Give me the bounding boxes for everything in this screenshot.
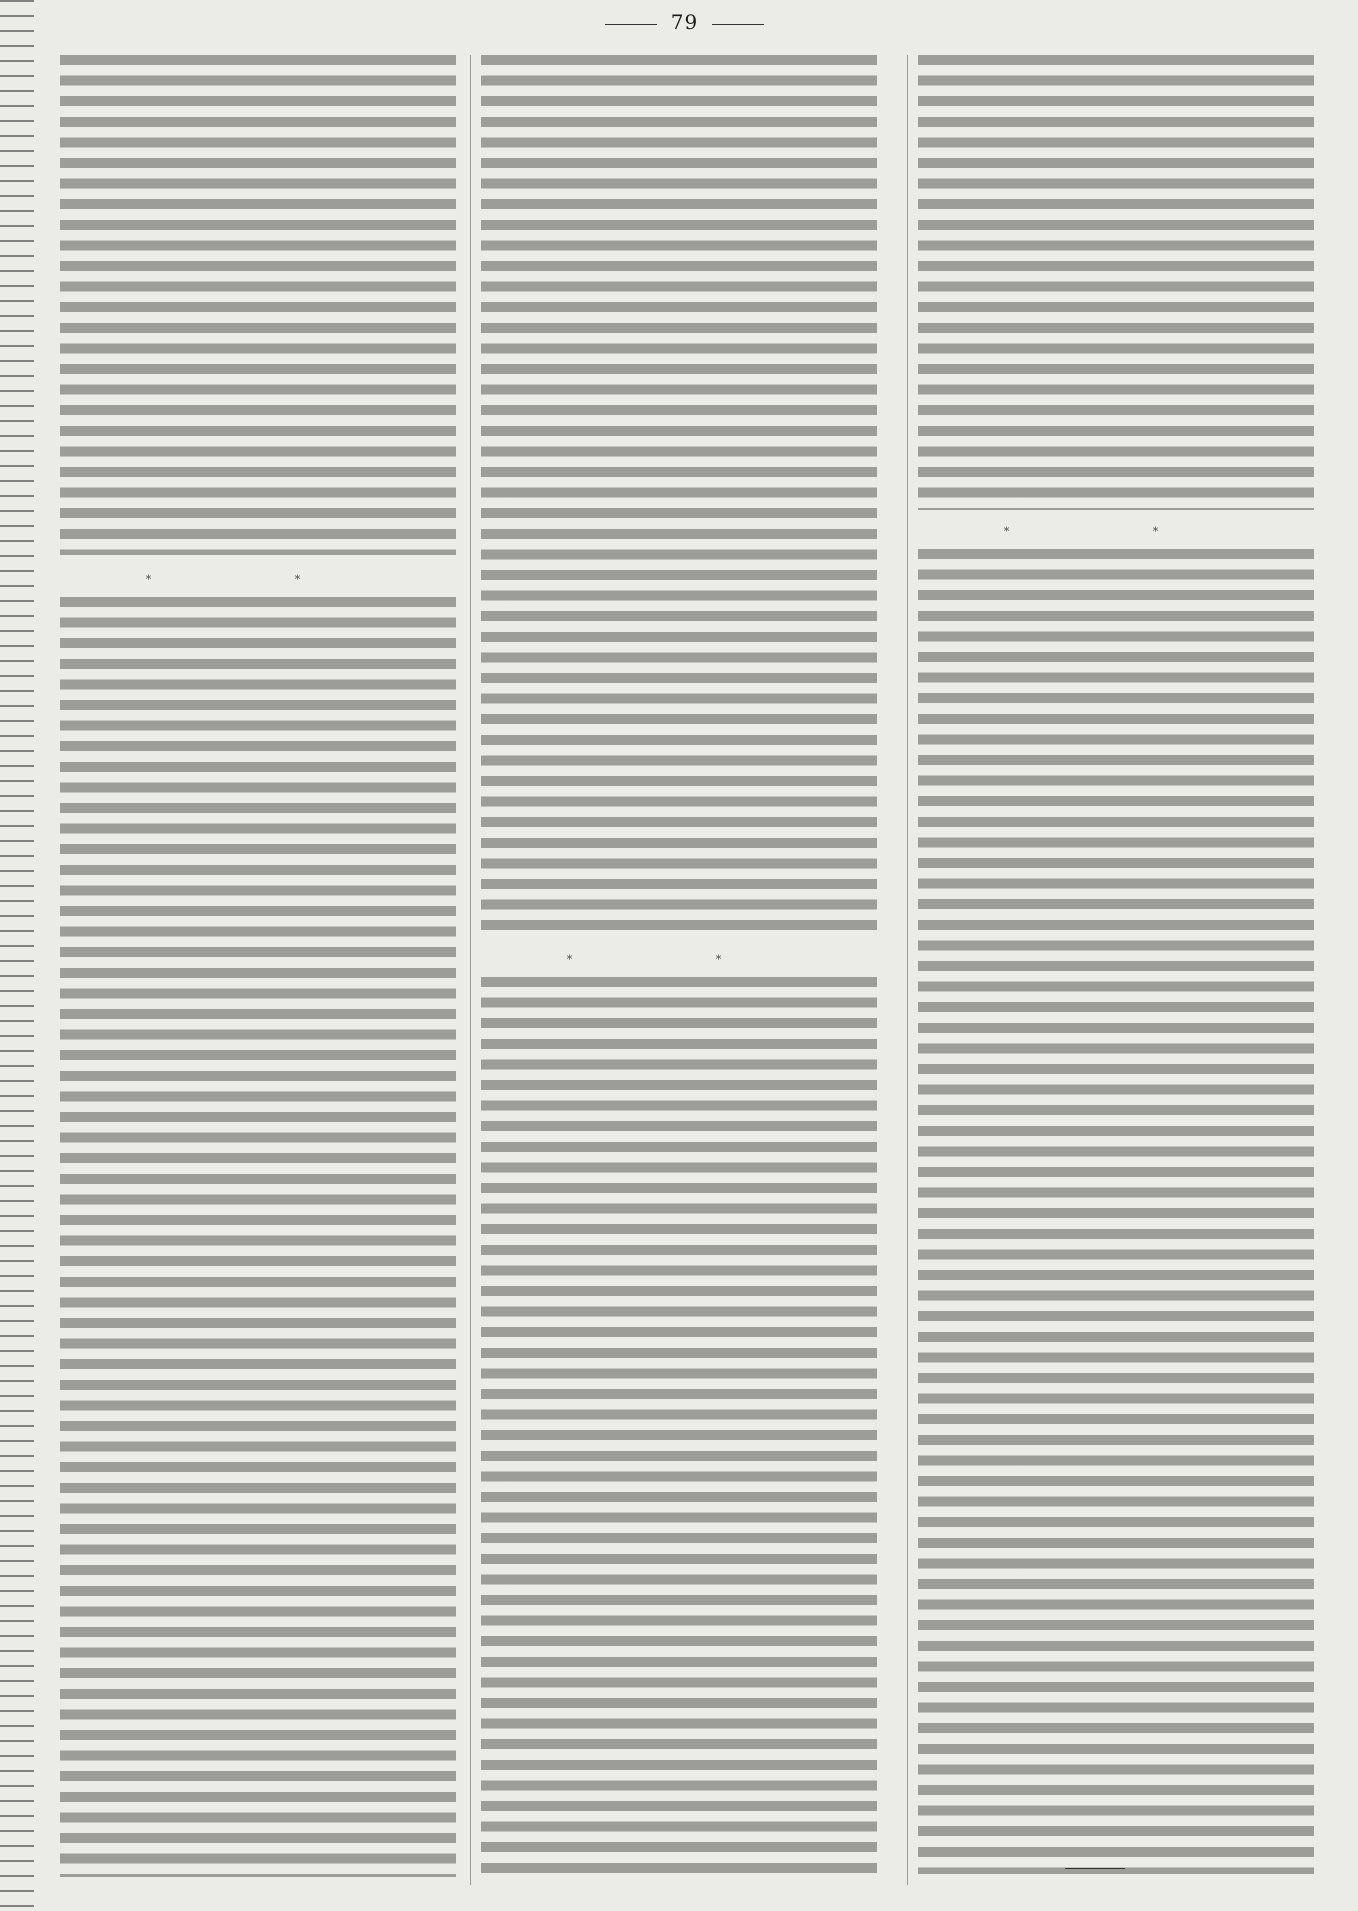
- header-rule-right: [712, 24, 764, 25]
- bleed-through-from-adjacent-page: [0, 0, 34, 1911]
- header-rule-left: [605, 24, 657, 25]
- page-number: 79: [670, 10, 699, 34]
- section-separator: * *: [1003, 525, 1229, 538]
- page-header: [0, 10, 1358, 40]
- section-separator: * *: [566, 953, 792, 966]
- section-separator: * *: [145, 573, 371, 586]
- article-text: [60, 55, 1314, 1885]
